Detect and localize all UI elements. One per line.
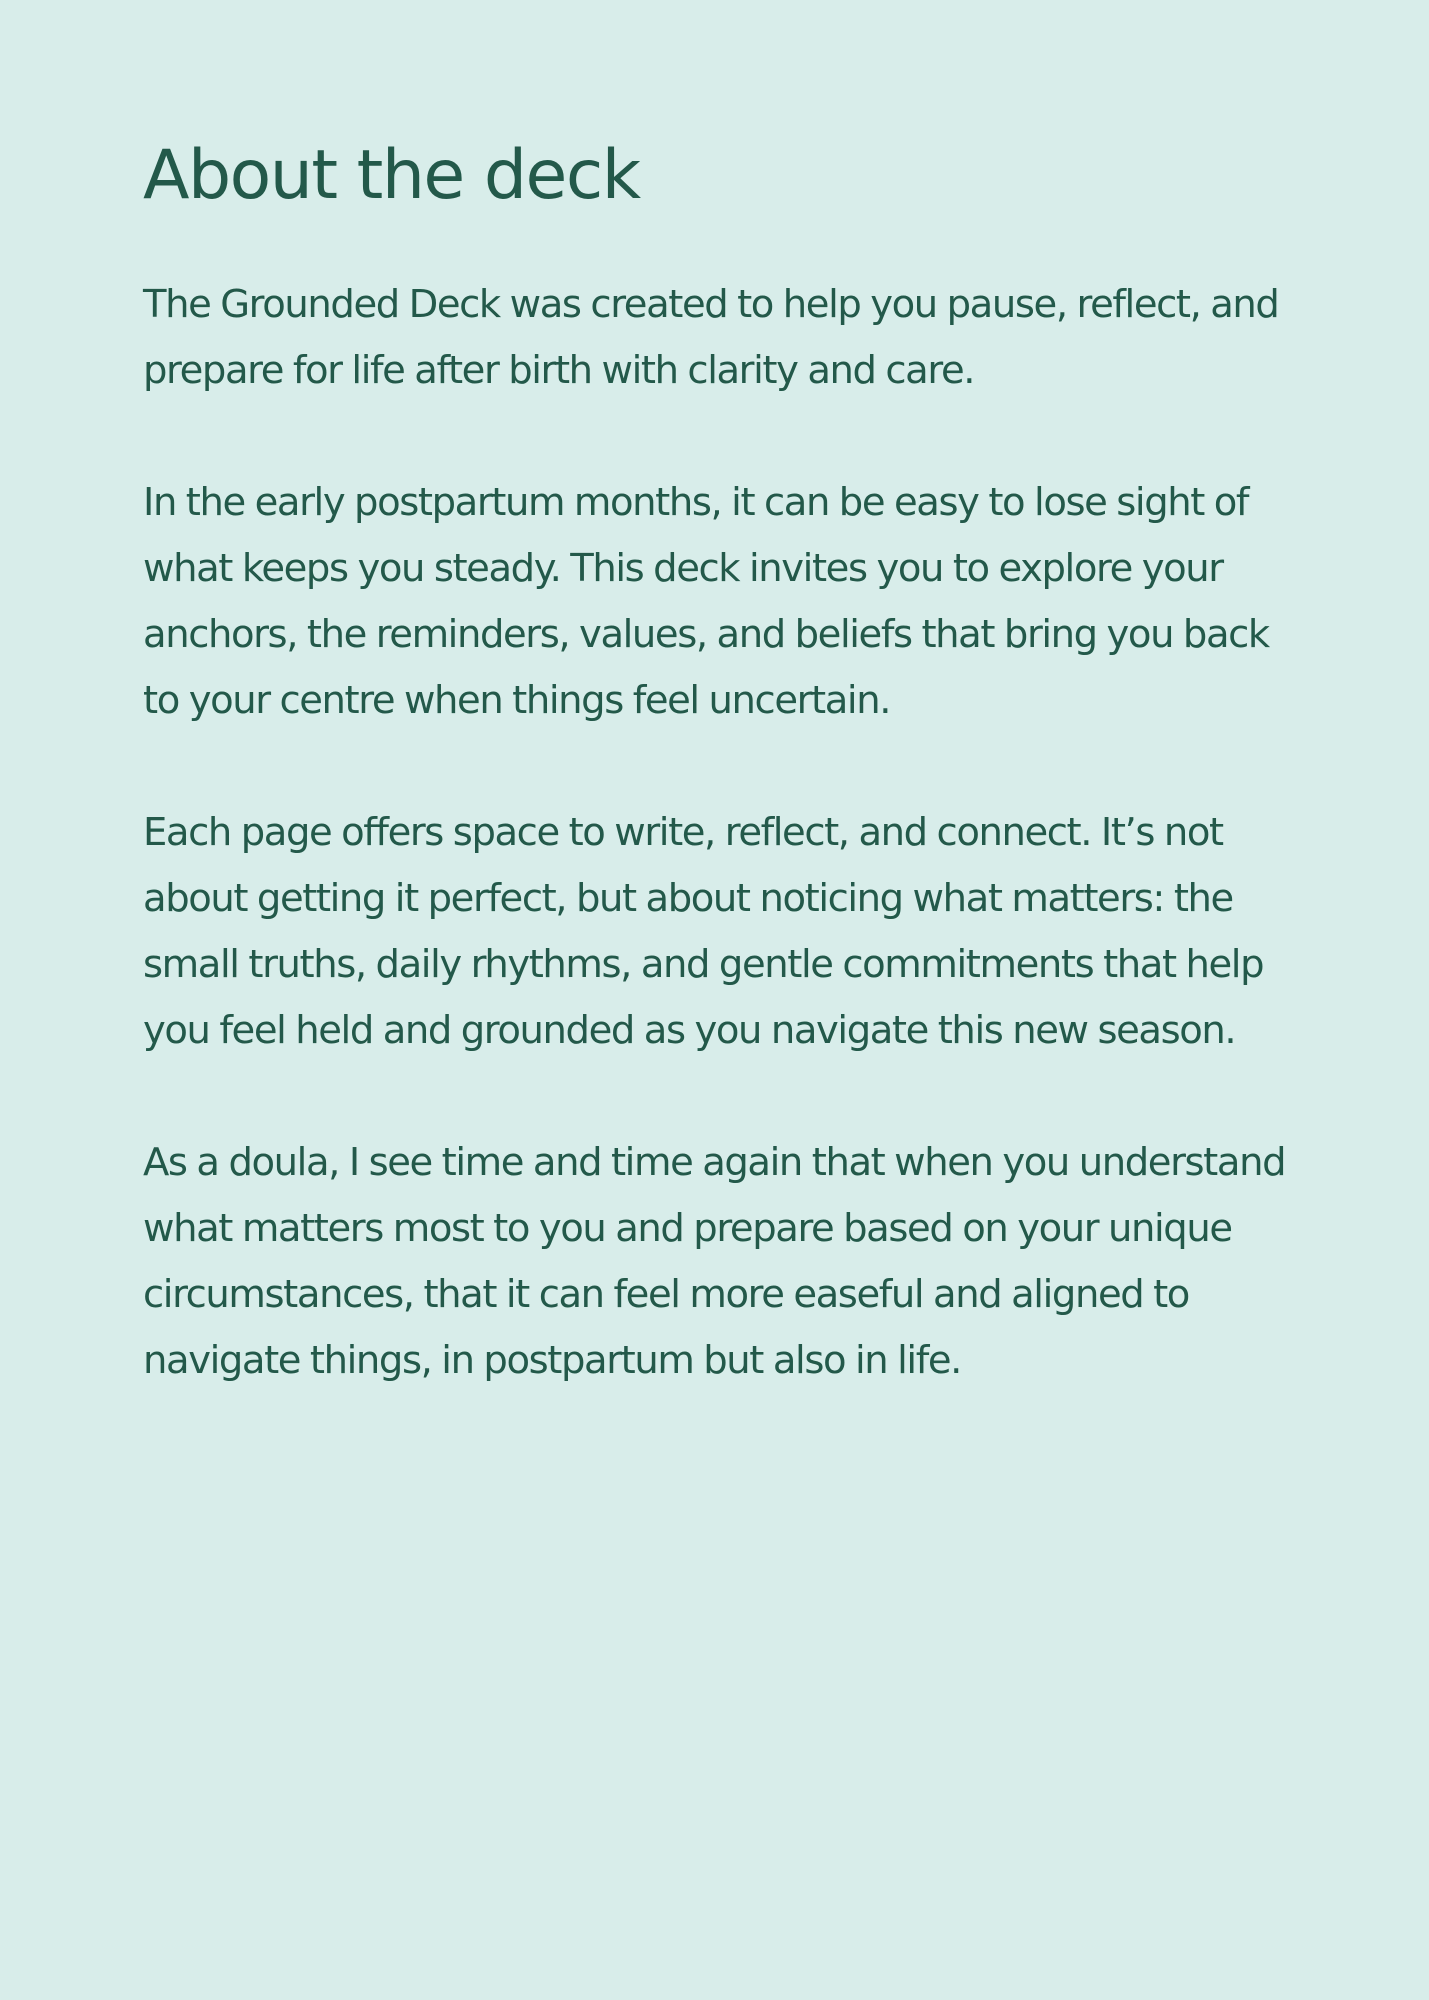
- paragraph-anchors: In the early postpartum months, it can be easy to lose sight of what keeps you steady. This deck invites you to explore your anchors, the reminders, values, and beliefs that bring you back to your centre when things feel uncertain.: [143, 480, 1269, 723]
- paragraph-doula: As a doula, I see time and time again that when you understand what matters most to you and prepare based on your unique circumstances, that it can feel more easeful and aligned to navigate things, in postpartum but also in life.: [143, 1140, 1286, 1383]
- body-text: [143, 272, 1303, 1460]
- page-title: About the deck: [143, 136, 640, 215]
- paragraph-reflection: Each page offers space to write, reflect, and connect. It’s not about getting it perfect, but about noticing what matters: the small truths, daily rhythms, and gentle commitments that help you feel held and grounded as you navigate this new season.: [143, 810, 1264, 1053]
- paragraph-intro: The Grounded Deck was created to help you pause, reflect, and prepare for life after birth with clarity and care.: [143, 282, 1279, 393]
